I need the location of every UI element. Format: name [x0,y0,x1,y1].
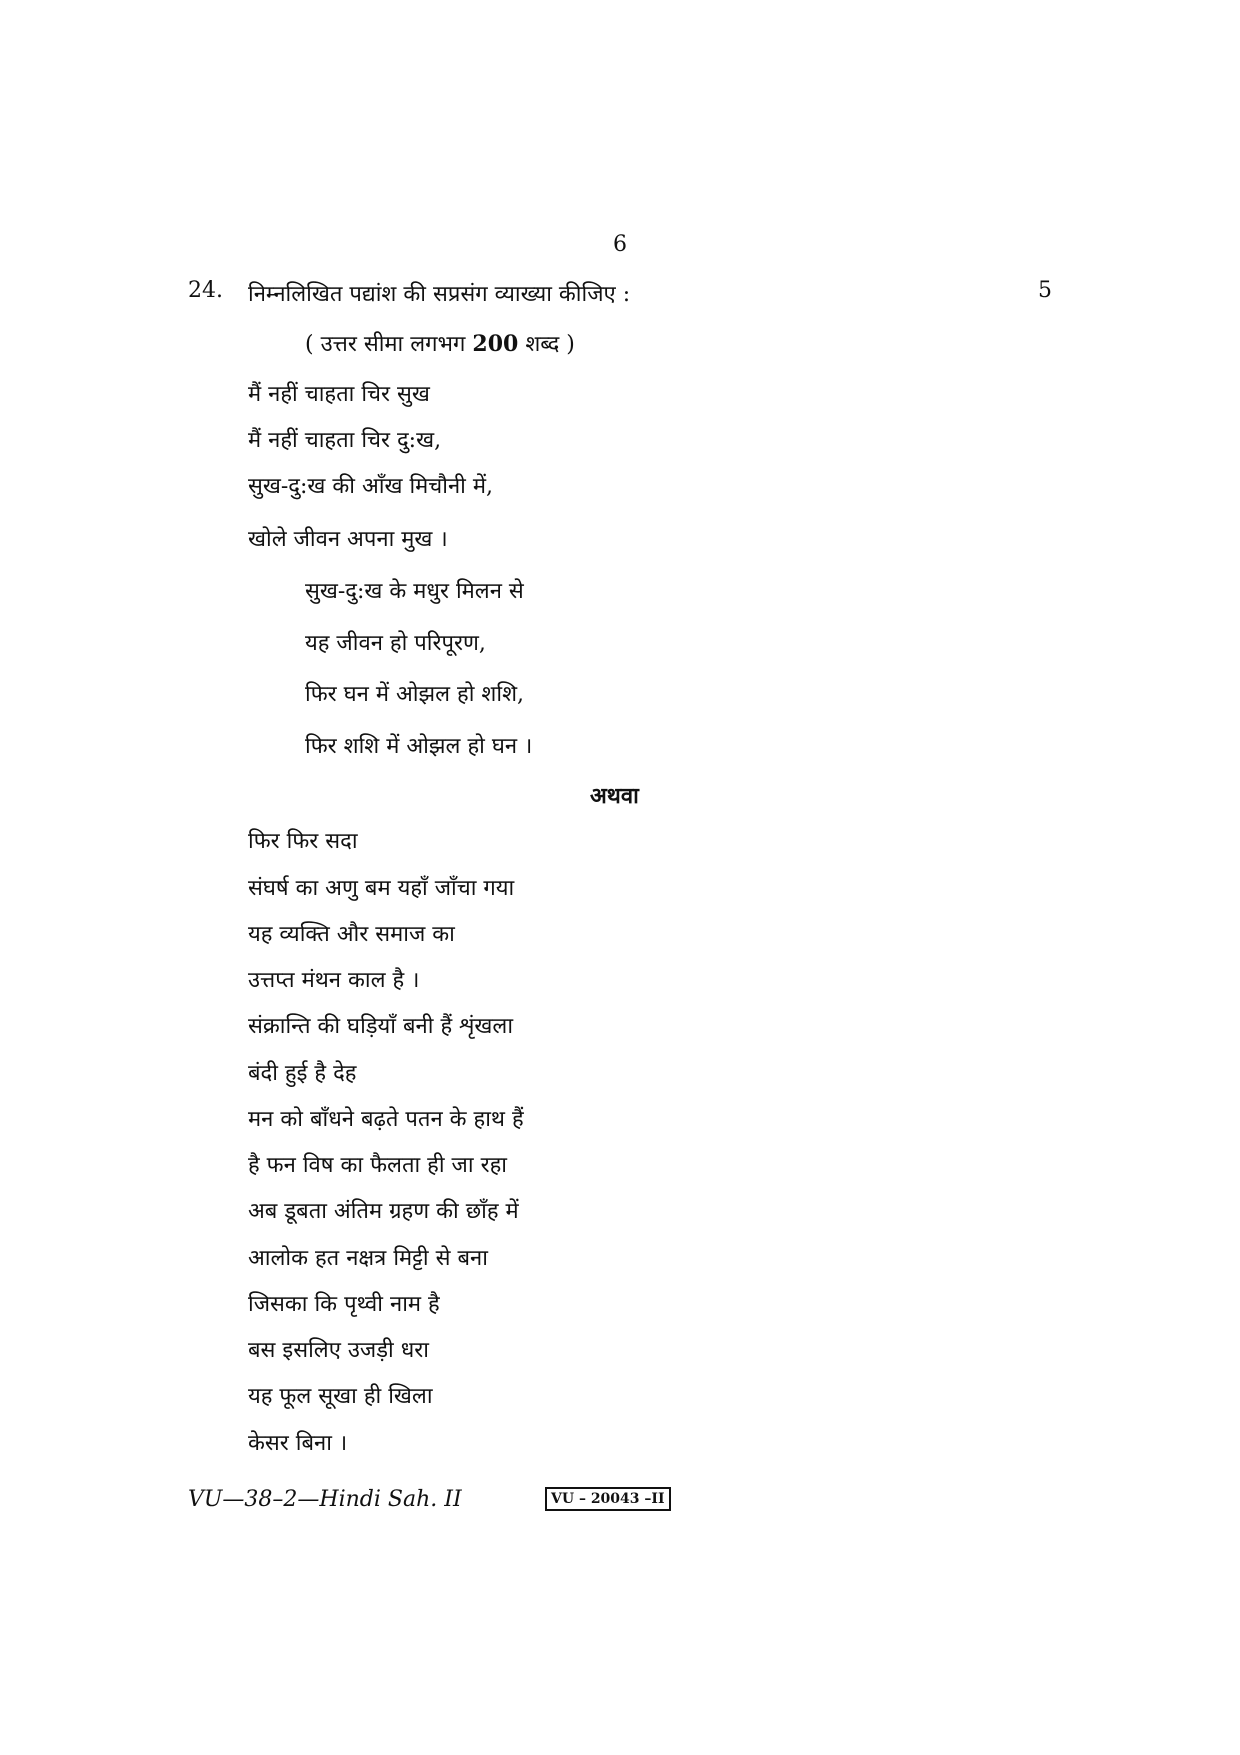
poem2-line: बंदी हुई है देह [248,1061,357,1086]
poem2-line: फिर फिर सदा [248,829,358,854]
word-limit-suffix: शब्द ) [525,332,575,357]
poem1-stanza1-line: सुख-दु:ख की आँख मिचौनी में, [248,474,494,499]
or-heading: अथवा [590,783,639,809]
question-marks: 5 [1038,278,1052,303]
poem1-stanza2-line: फिर घन में ओझल हो शशि, [305,682,525,707]
footer-paper-code: VU—38–2—Hindi Sah. II [188,1487,462,1512]
page-number: 6 [613,232,627,257]
poem2-line: संघर्ष का अणु बम यहाँ जाँचा गया [248,876,515,901]
poem1-stanza1-line: मैं नहीं चाहता चिर दु:ख, [248,428,442,453]
poem1-stanza2-line: सुख-दु:ख के मधुर मिलन से [305,579,524,604]
poem2-line: केसर बिना । [248,1431,348,1456]
word-limit [305,328,575,358]
poem2-line: अब डूबता अंतिम ग्रहण की छाँह में [248,1199,519,1224]
question-text: निम्नलिखित पद्यांश की सप्रसंग व्याख्या कीजिए : [248,282,631,307]
poem2-line: है फन विष का फैलता ही जा रहा [248,1153,507,1178]
poem1-stanza1-line: मैं नहीं चाहता चिर सुख [248,382,430,407]
poem2-line: आलोक हत नक्षत्र मिट्टी से बना [248,1246,488,1271]
poem2-line: उत्तप्त मंथन काल है । [248,968,420,993]
poem2-line: जिसका कि पृथ्वी नाम है [248,1292,440,1317]
poem2-line: यह व्यक्ति और समाज का [248,922,455,947]
poem2-line: यह फूल सूखा ही खिला [248,1384,433,1409]
word-limit-prefix: ( उत्तर सीमा लगभग [305,332,466,357]
question-number: 24. [188,278,223,303]
poem2-line: बस इसलिए उजड़ी धरा [248,1338,429,1363]
poem1-stanza2-line: यह जीवन हो परिपूरण, [305,631,486,656]
footer-boxed-code: VU – 20043 –II [545,1487,671,1511]
word-limit-number: 200 [472,331,519,357]
poem1-stanza2-line: फिर शशि में ओझल हो घन । [305,734,533,759]
poem2-line: संक्रान्ति की घड़ियाँ बनी हैं शृंखला [248,1014,514,1039]
poem2-line: मन को बाँधने बढ़ते पतन के हाथ हैं [248,1107,524,1132]
poem1-stanza1-line: खोले जीवन अपना मुख । [248,527,448,552]
